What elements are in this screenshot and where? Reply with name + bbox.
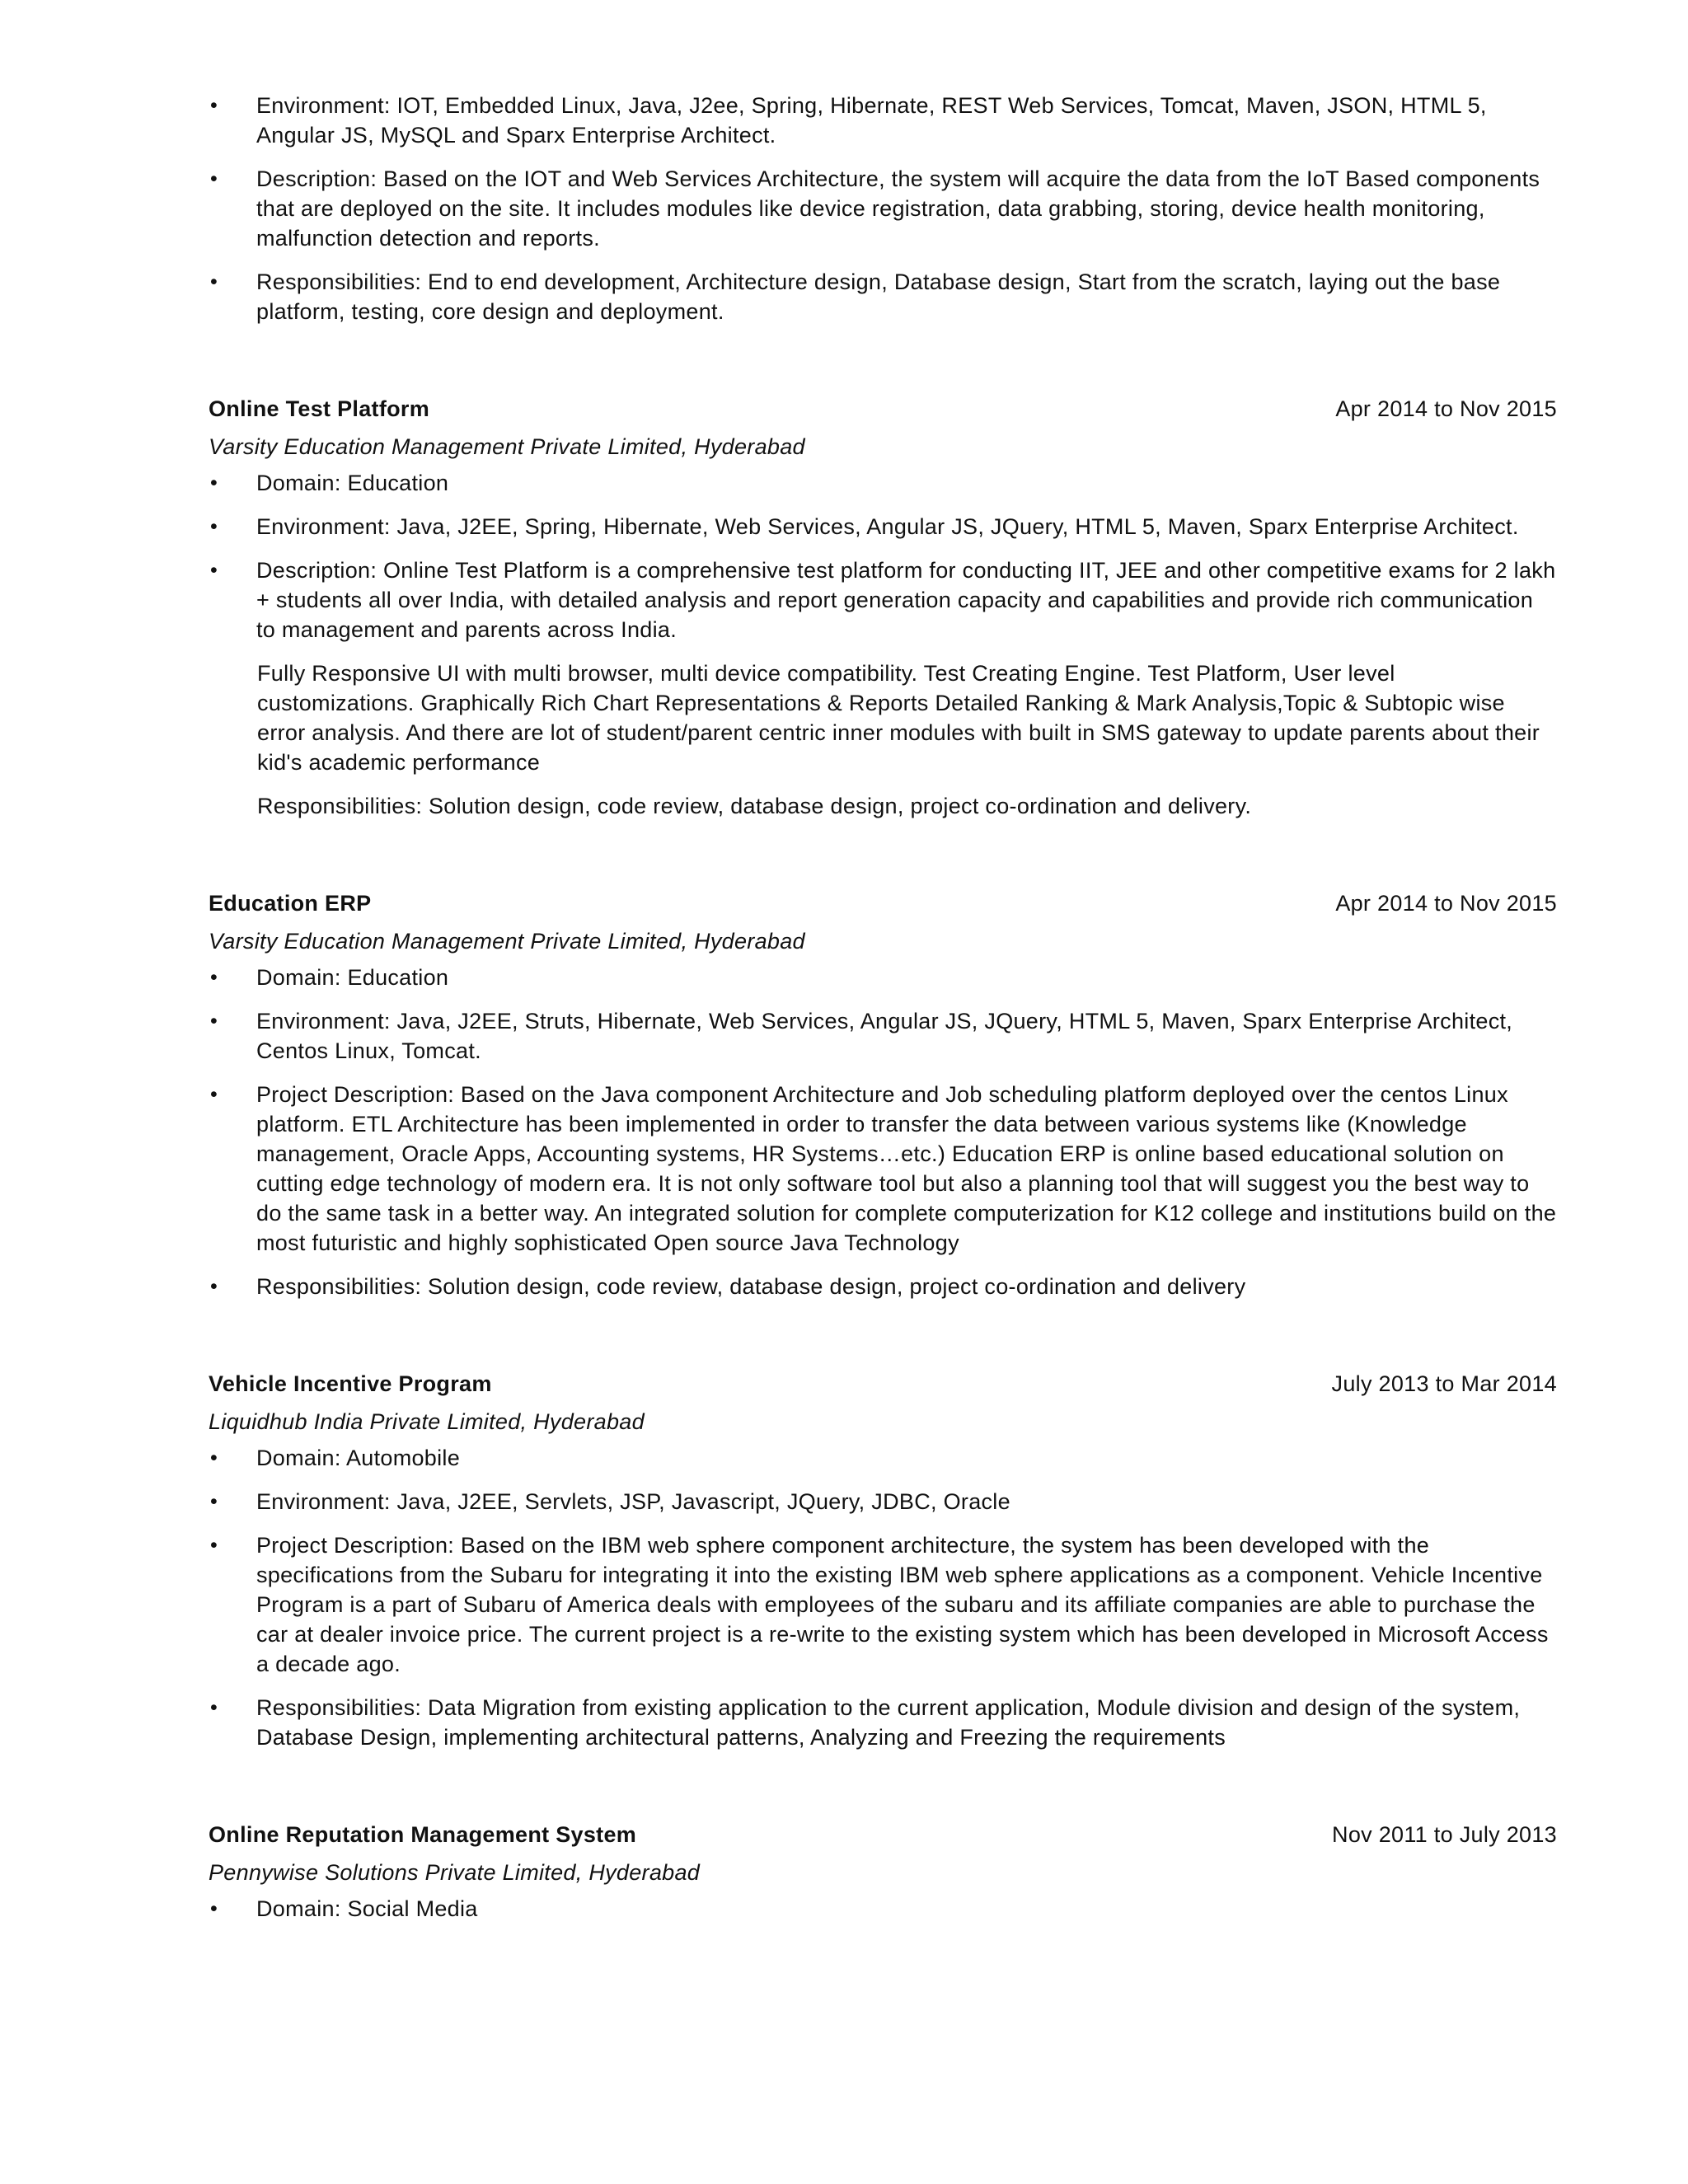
list-item <box>209 1006 1557 1066</box>
project-title: Online Reputation Management System <box>209 1822 637 1847</box>
project-dates: July 2013 to Mar 2014 <box>1331 1371 1557 1396</box>
bullet-marker: • <box>210 1897 218 1920</box>
project-header <box>209 394 1557 424</box>
bullet-marker: • <box>210 1275 218 1298</box>
project-paragraph: Responsibilities: Solution design, code review, database design, project co-ordination and delivery. <box>257 794 1252 818</box>
resume-page <box>209 91 1557 1938</box>
list-item <box>209 1693 1557 1752</box>
bullet-text: Responsibilities: Solution design, code review, database design, project co-ordination and delivery <box>256 1274 1246 1299</box>
project-education-erp <box>209 888 1557 1301</box>
project-paragraph: Fully Responsive UI with multi browser, multi device compatibility. Test Creating Engine. Test Platform, User level customizations. Graphically Rich Chart Representations & Reports Detailed Ranking & Mark Analysis,Topic & Subtopic wise error analysis. And there are lot of student/parent centric inner modules with built in SMS gateway to update parents about their kid's academic performance <box>257 661 1540 775</box>
bullet-marker: • <box>210 471 218 494</box>
bullet-marker: • <box>210 966 218 989</box>
bullet-text: Project Description: Based on the Java component Architecture and Job scheduling platform deployed over the centos Linux platform. ETL Architecture has been implemented in order to transfer the data between various systems like (Knowledge management, Oracle Apps, Accounting systems, HR Systems…etc.) Education ERP is online based educational solution on cutting edge technology of modern era. It is not only software tool but also a planning tool that will suggest you the best way to do the same task in a better way. An integrated solution for complete computerization for K12 college and institutions build on the most futuristic and highly sophisticated Open source Java Technology <box>256 1082 1557 1255</box>
list-item <box>209 267 1557 326</box>
bullet-marker: • <box>210 1534 218 1557</box>
bullet-marker: • <box>210 270 218 293</box>
list-item <box>209 1080 1557 1258</box>
list-item <box>209 512 1557 541</box>
bullet-marker: • <box>210 559 218 582</box>
list-item <box>209 1894 1557 1924</box>
list-item <box>209 963 1557 992</box>
bullet-text: Environment: IOT, Embedded Linux, Java, J2ee, Spring, Hibernate, REST Web Services, Tomcat, Maven, JSON, HTML 5, Angular JS, MySQL and Sparx Enterprise Architect. <box>256 93 1487 148</box>
list-item <box>209 1530 1557 1679</box>
intro-bullets <box>209 91 1557 326</box>
project-company: Varsity Education Management Private Limited, Hyderabad <box>209 929 805 954</box>
bullet-marker: • <box>210 1490 218 1513</box>
project-header <box>209 888 1557 918</box>
project-title: Education ERP <box>209 891 372 916</box>
project-company: Liquidhub India Private Limited, Hyderabad <box>209 1409 645 1434</box>
project-dates: Apr 2014 to Nov 2015 <box>1335 396 1557 421</box>
project-dates: Nov 2011 to July 2013 <box>1332 1822 1557 1847</box>
list-item <box>209 1443 1557 1473</box>
project-company: Varsity Education Management Private Limited, Hyderabad <box>209 434 805 459</box>
project-title: Vehicle Incentive Program <box>209 1371 492 1396</box>
bullet-text: Environment: Java, J2EE, Servlets, JSP, Javascript, JQuery, JDBC, Oracle <box>256 1489 1010 1514</box>
list-item <box>209 468 1557 498</box>
bullet-marker: • <box>210 1083 218 1106</box>
bullet-text: Responsibilities: Data Migration from existing application to the current application, Module division and design of the system, Database Design, implementing architectural patterns, Analyzing and Freezing the requirements <box>256 1695 1521 1750</box>
bullet-marker: • <box>210 1696 218 1719</box>
list-item <box>209 164 1557 253</box>
bullet-marker: • <box>210 94 218 117</box>
project-vehicle-incentive-program <box>209 1369 1557 1752</box>
project-header <box>209 1369 1557 1399</box>
project-header <box>209 1820 1557 1849</box>
project-dates: Apr 2014 to Nov 2015 <box>1335 891 1557 916</box>
bullet-text: Description: Based on the IOT and Web Services Architecture, the system will acquire the data from the IoT Based components that are deployed on the site. It includes modules like device registration, data grabbing, storing, device health monitoring, malfunction detection and reports. <box>256 166 1540 251</box>
list-item <box>209 1272 1557 1301</box>
bullet-marker: • <box>210 1446 218 1469</box>
project-online-test-platform <box>209 394 1557 821</box>
project-online-reputation-management <box>209 1820 1557 1924</box>
list-item <box>209 91 1557 150</box>
bullet-text: Domain: Education <box>256 471 449 495</box>
bullet-marker: • <box>210 1010 218 1033</box>
bullet-text: Domain: Education <box>256 965 449 990</box>
project-title: Online Test Platform <box>209 396 430 421</box>
bullet-marker: • <box>210 515 218 538</box>
bullet-text: Domain: Social Media <box>256 1896 478 1921</box>
bullet-text: Description: Online Test Platform is a comprehensive test platform for conducting IIT, JEE and other competitive exams for 2 lakh + students all over India, with detailed analysis and report generation capacity and capabilities and provide rich communication to management and parents across India. <box>256 558 1556 642</box>
project-company: Pennywise Solutions Private Limited, Hyderabad <box>209 1860 701 1885</box>
bullet-text: Domain: Automobile <box>256 1446 461 1470</box>
list-item <box>209 555 1557 644</box>
list-item <box>209 1487 1557 1516</box>
bullet-text: Environment: Java, J2EE, Spring, Hibernate, Web Services, Angular JS, JQuery, HTML 5, Maven, Sparx Enterprise Architect. <box>256 514 1519 539</box>
bullet-text: Responsibilities: End to end development, Architecture design, Database design, Start from the scratch, laying out the base platform, testing, core design and deployment. <box>256 269 1501 324</box>
bullet-text: Environment: Java, J2EE, Struts, Hibernate, Web Services, Angular JS, JQuery, HTML 5, Maven, Sparx Enterprise Architect, Centos Linux, Tomcat. <box>256 1009 1513 1063</box>
bullet-marker: • <box>210 167 218 190</box>
bullet-text: Project Description: Based on the IBM web sphere component architecture, the system has been developed with the specifications from the Subaru for integrating it into the existing IBM web sphere applications as a component. Vehicle Incentive Program is a part of Subaru of America deals with employees of the subaru and its affiliate companies are able to purchase the car at dealer invoice price. The current project is a re-write to the existing system which has been developed in Microsoft Access a decade ago. <box>256 1533 1549 1676</box>
